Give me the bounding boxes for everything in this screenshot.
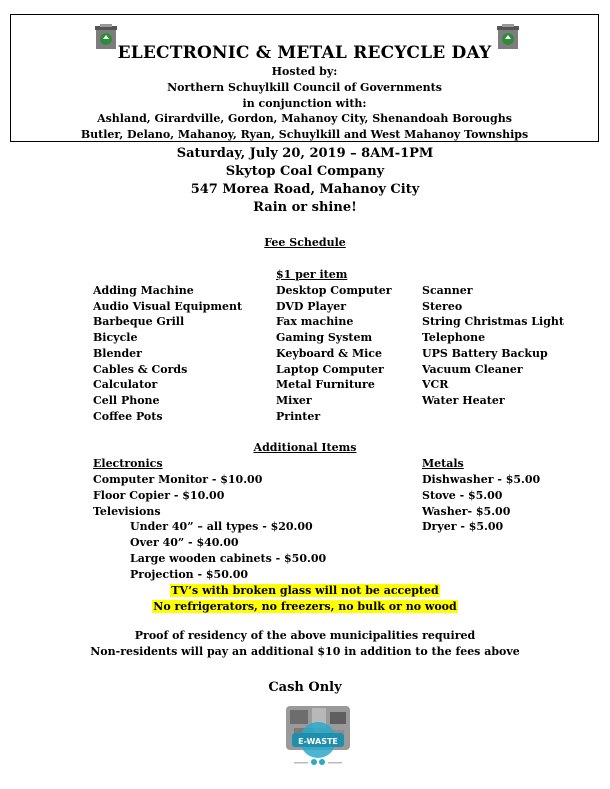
list-item: Washer- $5.00	[422, 505, 511, 518]
list-item: Printer	[276, 409, 321, 423]
list-item: Scanner	[422, 284, 473, 297]
list-item: Metal Furniture	[276, 378, 375, 392]
list-item: Dryer - $5.00	[422, 520, 504, 533]
warning-no-refrigerators-text: No refrigerators, no freezers, no bulk or no wood	[153, 600, 457, 613]
event-weather: Rain or shine!	[253, 200, 357, 215]
cash-only-label: Cash Only	[268, 680, 342, 695]
list-item: DVD Player	[276, 299, 347, 313]
event-date-time: Saturday, July 20, 2019 – 8AM-1PM	[176, 146, 434, 161]
list-item: Laptop Computer	[276, 362, 384, 376]
conjunction-label: in conjunction with:	[242, 97, 367, 110]
fee-column-1	[93, 283, 242, 424]
list-item: Fax machine	[276, 315, 354, 329]
list-item: Vacuum Cleaner	[422, 362, 523, 376]
electronics-heading: Electronics	[93, 457, 163, 470]
e-waste-logo-icon	[280, 700, 356, 778]
boroughs-list: Ashland, Girardville, Gordon, Mahanoy City, Shenandoah Boroughs	[97, 112, 512, 125]
list-item: Bicycle	[93, 331, 138, 345]
list-item: VCR	[422, 378, 449, 392]
warning-no-refrigerators	[0, 600, 610, 613]
fee-column-2	[276, 283, 392, 424]
list-item: Dishwasher - $5.00	[422, 473, 541, 486]
hosted-by-label: Hosted by:	[271, 65, 338, 78]
event-venue: Skytop Coal Company	[225, 164, 385, 179]
list-item: Blender	[93, 346, 142, 360]
event-address: 547 Morea Road, Mahanoy City	[190, 182, 420, 197]
list-item: Barbeque Grill	[93, 315, 185, 329]
host-name: Northern Schuylkill Council of Governments	[167, 81, 442, 94]
list-item: Televisions	[93, 505, 161, 518]
list-item: Large wooden cabinets - $50.00	[130, 552, 327, 565]
fee-column-3	[422, 283, 564, 409]
list-item: Cables & Cords	[93, 362, 188, 376]
list-item: Projection - $50.00	[130, 568, 248, 581]
list-item: Under 40” – all types - $20.00	[130, 520, 313, 533]
list-item: Floor Copier - $10.00	[93, 489, 225, 502]
residency-requirement: Proof of residency of the above municipalities required	[134, 629, 476, 642]
warning-broken-glass-text: TV’s with broken glass will not be accepted	[171, 584, 439, 597]
list-item: Coffee Pots	[93, 409, 163, 423]
warning-broken-glass	[0, 584, 610, 597]
header-box	[10, 14, 599, 142]
metals-heading: Metals	[422, 457, 464, 470]
list-item: Calculator	[93, 378, 158, 392]
list-item: Adding Machine	[93, 284, 194, 297]
list-item: Computer Monitor - $10.00	[93, 473, 263, 486]
fee-schedule-heading: Fee Schedule	[264, 236, 346, 249]
list-item: Audio Visual Equipment	[93, 299, 243, 313]
townships-list: Butler, Delano, Mahanoy, Ryan, Schuylkill and West Mahanoy Townships	[80, 128, 529, 141]
per-item-heading: $1 per item	[276, 268, 348, 281]
list-item: Over 40” - $40.00	[130, 536, 239, 549]
list-item: Mixer	[276, 393, 312, 407]
list-item: Telephone	[422, 331, 486, 345]
e-waste-logo-text: E-WASTE	[298, 737, 338, 746]
list-item: UPS Battery Backup	[422, 346, 548, 360]
list-item: Keyboard & Mice	[276, 346, 382, 360]
list-item: Gaming System	[276, 331, 373, 345]
list-item: String Christmas Light	[422, 315, 564, 329]
non-resident-fee: Non-residents will pay an additional $10 in addition to the fees above	[90, 645, 520, 658]
list-item: Stove - $5.00	[422, 489, 503, 502]
list-item: Desktop Computer	[276, 284, 392, 297]
list-item: Water Heater	[422, 393, 505, 407]
list-item: Stereo	[422, 299, 463, 313]
additional-items-heading: Additional Items	[253, 441, 357, 454]
page-title: ELECTRONIC & METAL RECYCLE DAY	[117, 43, 492, 63]
list-item: Cell Phone	[93, 393, 160, 407]
